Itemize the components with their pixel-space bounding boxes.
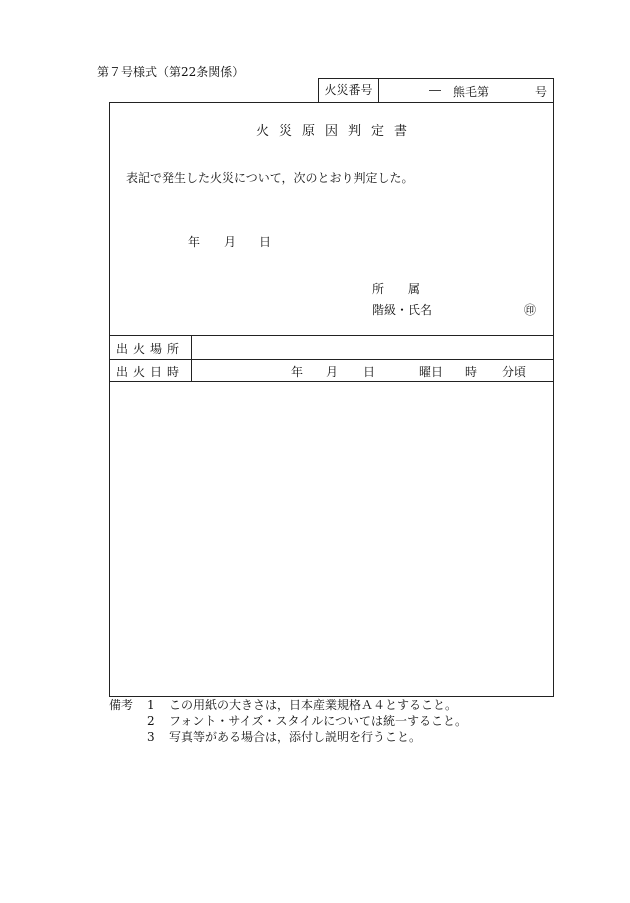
affiliation-label: 所 属: [372, 282, 421, 296]
fire-number-box: [318, 78, 554, 102]
fire-number-label: 火災番号: [319, 79, 379, 102]
form-number-label: 第７号様式（第22条関係）: [97, 65, 245, 79]
note-number: 1: [147, 698, 155, 712]
fire-datetime-hour: 時: [465, 365, 478, 379]
divider-place-top: [110, 335, 553, 336]
fire-datetime-weekday: 曜日: [419, 365, 444, 379]
label-column-divider: [191, 335, 192, 381]
fire-number-unit: 熊毛第: [453, 85, 490, 99]
judgment-body-area: [110, 382, 553, 696]
note-text: フォント・サイズ・スタイルについては統一すること。: [169, 714, 467, 728]
document-title: 火災原因判定書: [255, 124, 417, 139]
fire-place-label: 出火場所: [116, 342, 185, 356]
fire-number-dash: ―: [429, 83, 441, 97]
judgment-form-frame: [109, 102, 554, 697]
fire-datetime-year: 年: [291, 365, 304, 379]
note-text: 写真等がある場合は，添付し説明を行うこと。: [169, 730, 422, 744]
decision-date-month: 月: [224, 235, 237, 249]
decision-date-day: 日: [259, 235, 272, 249]
divider-datetime-top: [110, 359, 553, 360]
fire-datetime-minute: 分頃: [502, 365, 527, 379]
note-number: 3: [147, 730, 155, 744]
note-text: この用紙の大きさは，日本産業規格Ａ４とすること。: [169, 698, 458, 712]
fire-datetime-label: 出火日時: [116, 365, 185, 379]
fire-datetime-day: 日: [363, 365, 376, 379]
rank-name-label: 階級・氏名: [372, 303, 433, 317]
decision-date-year: 年: [188, 235, 201, 249]
fire-number-suffix: 号: [534, 85, 547, 99]
seal-mark: ㊞: [524, 303, 537, 317]
statement-text: 表記で発生した火災について，次のとおり判定した。: [126, 171, 414, 185]
notes-heading: 備考: [109, 698, 134, 712]
fire-datetime-month: 月: [326, 365, 339, 379]
note-number: 2: [147, 714, 155, 728]
